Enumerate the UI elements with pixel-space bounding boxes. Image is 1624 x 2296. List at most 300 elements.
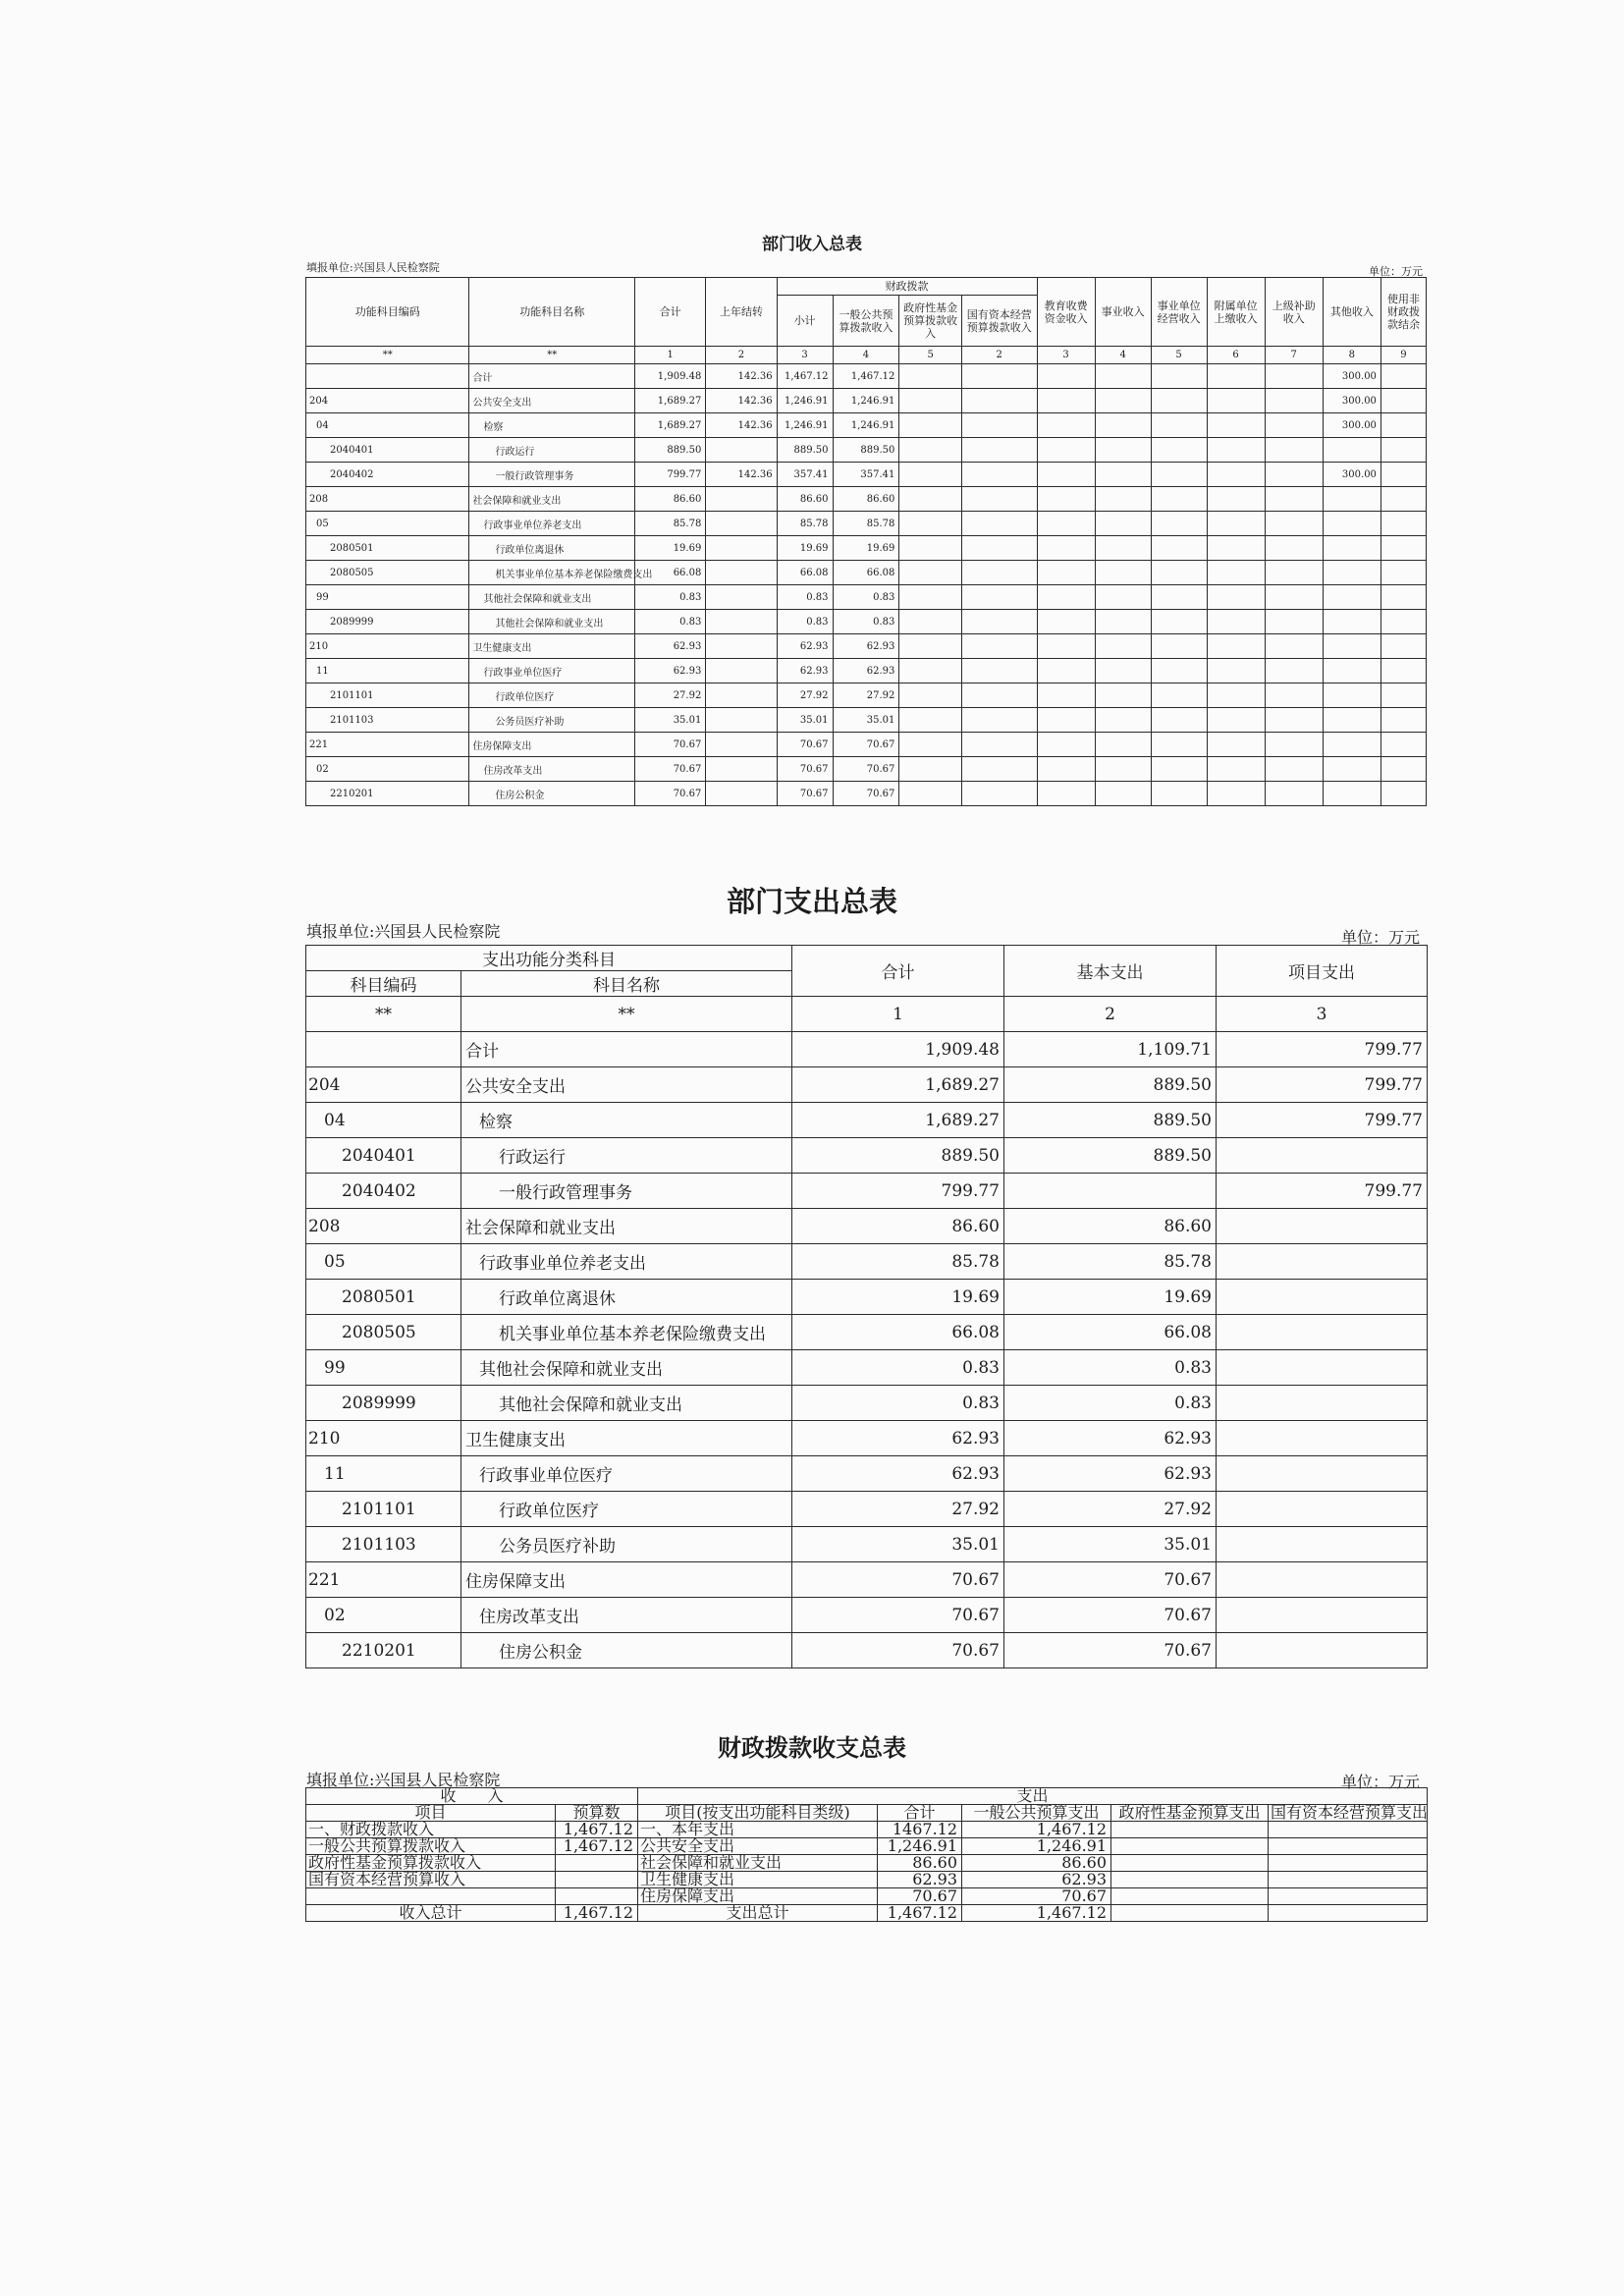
empty-cell [961,364,1037,389]
empty-cell [1095,659,1151,683]
code-cell: 2101103 [306,1527,461,1562]
general-cell: 62.93 [833,634,899,659]
general-cell: 27.92 [833,683,899,708]
empty-cell [1037,733,1095,757]
carryover-cell: 142.36 [706,463,777,487]
code-cell: 210 [306,634,469,659]
empty-cell [899,364,962,389]
empty-cell [961,512,1037,536]
empty-cell [1207,487,1265,512]
name-cell: 行政单位医疗 [469,683,635,708]
name-cell: 住房改革支出 [461,1598,792,1633]
total-cell: 27.92 [635,683,706,708]
basic-cell: 889.50 [1004,1103,1217,1138]
project-cell [1217,1633,1428,1668]
empty-cell [1207,610,1265,634]
empty-cell [1037,487,1095,512]
empty-cell [1037,610,1095,634]
empty-cell [1095,364,1151,389]
code-cell: 2040401 [306,1138,461,1174]
item-cell: 一、财政拨款收入 [306,1822,556,1838]
budget-cell [556,1888,638,1905]
code-cell: 221 [306,1562,461,1598]
col-fiscal-group: 财政拨款 [777,278,1037,296]
basic-cell: 62.93 [1004,1421,1217,1456]
code-cell [306,364,469,389]
total-cell: 0.83 [792,1386,1004,1421]
other-cell [1323,561,1380,585]
table-row [306,1315,1428,1350]
empty-cell [1207,634,1265,659]
col-subsidy: 上级补助收入 [1265,278,1323,347]
empty-cell [899,757,962,782]
basic-cell: 70.67 [1004,1633,1217,1668]
empty-cell [1265,708,1323,733]
basic-cell: 66.08 [1004,1315,1217,1350]
name-cell: 住房改革支出 [469,757,635,782]
project-cell [1217,1456,1428,1492]
table-row [306,413,1427,438]
col-state-capital: 国有资本经营预算支出 [1269,1805,1428,1822]
empty-cell [1095,512,1151,536]
empty-cell [1380,585,1426,610]
table-row [306,536,1427,561]
table-row [306,1456,1428,1492]
empty-cell [1380,487,1426,512]
subtotal-cell: 1,246.91 [777,389,833,413]
empty-cell [899,634,962,659]
empty-cell [1265,683,1323,708]
income-unit: 单位：万元 [1369,265,1423,278]
empty-cell [899,610,962,634]
empty-cell [1037,757,1095,782]
total-cell: 19.69 [635,536,706,561]
exp-item-cell: 卫生健康支出 [638,1872,878,1888]
table-row [306,561,1427,585]
expense-total-value: 1,467.12 [878,1905,962,1922]
empty-cell [1207,463,1265,487]
name-cell: 公务员医疗补助 [461,1527,792,1562]
table-row [306,585,1427,610]
empty-cell [1151,782,1207,806]
empty-cell [1095,438,1151,463]
empty-cell [961,782,1037,806]
empty-cell [961,634,1037,659]
index-cell: ** [306,347,469,364]
total-row [306,1905,1428,1922]
index-cell: 4 [833,347,899,364]
table-row [306,708,1427,733]
empty-cell [1151,708,1207,733]
project-cell [1217,1280,1428,1315]
empty-cell [961,757,1037,782]
empty-cell [1207,659,1265,683]
subtotal-cell: 1,467.12 [777,364,833,389]
empty-cell [1151,610,1207,634]
empty-cell [1207,438,1265,463]
name-cell: 卫生健康支出 [461,1421,792,1456]
table-row [306,1174,1428,1209]
other-cell: 300.00 [1323,463,1380,487]
exp-item-cell: 公共安全支出 [638,1838,878,1855]
general-cell: 70.67 [962,1888,1111,1905]
code-cell: 02 [306,1598,461,1633]
empty-cell [1207,708,1265,733]
empty-cell [1095,733,1151,757]
empty-cell [1095,536,1151,561]
empty-cell [1151,389,1207,413]
basic-cell: 86.60 [1004,1209,1217,1244]
empty-cell [1380,536,1426,561]
project-cell: 799.77 [1217,1067,1428,1103]
code-cell: 05 [306,512,469,536]
empty-cell [1037,438,1095,463]
carryover-cell: 142.36 [706,389,777,413]
carryover-cell [706,585,777,610]
expense-unit-label: 填报单位:兴国县人民检察院 [306,922,501,941]
total-cell: 0.83 [635,585,706,610]
total-cell: 889.50 [635,438,706,463]
code-cell: 2080505 [306,561,469,585]
empty-cell [1265,512,1323,536]
empty-cell [1151,561,1207,585]
table-row [306,1350,1428,1386]
empty-cell [1151,733,1207,757]
total-cell: 1,909.48 [635,364,706,389]
subtotal-cell: 889.50 [777,438,833,463]
name-cell: 其他社会保障和就业支出 [461,1350,792,1386]
col-gov-fund: 政府性基金预算拨款收入 [899,296,962,347]
table-row [306,1209,1428,1244]
basic-cell: 62.93 [1004,1456,1217,1492]
expense-table-title: 部门支出总表 [726,885,897,918]
total-cell: 1467.12 [878,1822,962,1838]
empty-cell [1265,659,1323,683]
general-cell: 66.08 [833,561,899,585]
total-cell: 62.93 [878,1872,962,1888]
name-cell: 行政事业单位养老支出 [469,512,635,536]
code-cell: 2080501 [306,1280,461,1315]
table-row [306,1067,1428,1103]
name-cell: 行政事业单位医疗 [469,659,635,683]
empty-cell [1380,634,1426,659]
empty-cell [899,463,962,487]
empty-cell [1380,782,1426,806]
carryover-cell [706,683,777,708]
empty-cell [1037,561,1095,585]
empty-cell [1269,1888,1428,1905]
project-cell [1217,1350,1428,1386]
item-cell: 政府性基金预算拨款收入 [306,1855,556,1872]
empty-cell [961,413,1037,438]
general-cell: 35.01 [833,708,899,733]
empty-cell [1095,487,1151,512]
subtotal-cell: 62.93 [777,659,833,683]
table-row [306,1872,1428,1888]
table-row [306,1598,1428,1633]
general-cell: 70.67 [833,733,899,757]
expense-total-general: 1,467.12 [962,1905,1111,1922]
empty-cell [1269,1838,1428,1855]
table-row [306,1103,1428,1138]
subtotal-cell: 27.92 [777,683,833,708]
carryover-cell: 142.36 [706,364,777,389]
empty-cell [1111,1838,1269,1855]
total-cell: 66.08 [635,561,706,585]
general-cell: 19.69 [833,536,899,561]
other-cell [1323,536,1380,561]
name-cell: 行政单位离退休 [461,1280,792,1315]
empty-cell [1095,463,1151,487]
empty-cell [1269,1855,1428,1872]
table-row [306,487,1427,512]
name-cell: 其他社会保障和就业支出 [461,1386,792,1421]
table-row [306,1562,1428,1598]
index-cell: ** [306,997,461,1032]
empty-cell [1380,561,1426,585]
basic-cell: 889.50 [1004,1138,1217,1174]
total-cell: 66.08 [792,1315,1004,1350]
code-cell: 2080505 [306,1315,461,1350]
table-row [306,634,1427,659]
general-cell: 1,246.91 [962,1838,1111,1855]
total-cell: 62.93 [792,1421,1004,1456]
basic-cell: 70.67 [1004,1562,1217,1598]
col-edu-fee: 教育收费资金收入 [1037,278,1095,347]
general-cell: 0.83 [833,610,899,634]
income-unit-label: 填报单位:兴国县人民检察院 [306,261,440,274]
name-cell: 行政运行 [469,438,635,463]
code-cell: 2210201 [306,1633,461,1668]
code-cell: 2101101 [306,1492,461,1527]
table-row [306,1822,1428,1838]
name-cell: 公共安全支出 [461,1067,792,1103]
project-cell: 799.77 [1217,1174,1428,1209]
empty-cell [961,683,1037,708]
empty-cell [1037,536,1095,561]
other-cell [1323,659,1380,683]
project-cell [1217,1598,1428,1633]
subtotal-cell: 62.93 [777,634,833,659]
total-cell: 1,689.27 [792,1067,1004,1103]
col-business: 事业收入 [1095,278,1151,347]
empty-cell [1269,1905,1428,1922]
empty-cell [899,561,962,585]
total-cell: 85.78 [792,1244,1004,1280]
general-cell: 62.93 [962,1872,1111,1888]
col-carryover: 上年结转 [706,278,777,347]
total-cell: 35.01 [635,708,706,733]
table-row [306,1855,1428,1872]
empty-cell [1265,438,1323,463]
name-cell: 一般行政管理事务 [469,463,635,487]
empty-cell [899,389,962,413]
empty-cell [899,708,962,733]
general-cell: 1,467.12 [833,364,899,389]
empty-cell [1265,487,1323,512]
col-state-capital: 国有资本经营预算拨款收入 [961,296,1037,347]
total-cell: 70.67 [635,757,706,782]
other-cell [1323,487,1380,512]
table-row [306,512,1427,536]
name-cell: 行政单位医疗 [461,1492,792,1527]
empty-cell [899,585,962,610]
total-cell: 1,689.27 [635,389,706,413]
project-cell [1217,1527,1428,1562]
total-cell: 70.67 [792,1598,1004,1633]
project-cell: 799.77 [1217,1032,1428,1067]
other-cell [1323,438,1380,463]
total-cell: 0.83 [792,1350,1004,1386]
empty-cell [1207,364,1265,389]
empty-cell [1037,683,1095,708]
carryover-cell [706,561,777,585]
name-cell: 住房公积金 [461,1633,792,1668]
empty-cell [1380,733,1426,757]
empty-cell [1037,708,1095,733]
empty-cell [1037,634,1095,659]
general-cell: 86.60 [833,487,899,512]
empty-cell [1380,413,1426,438]
other-cell: 300.00 [1323,364,1380,389]
index-cell: 6 [1207,347,1265,364]
code-cell: 04 [306,413,469,438]
index-cell: 5 [899,347,962,364]
name-cell: 行政运行 [461,1138,792,1174]
table-row [306,463,1427,487]
name-cell: 卫生健康支出 [469,634,635,659]
empty-cell [1111,1905,1269,1922]
project-cell: 799.77 [1217,1103,1428,1138]
name-cell: 公务员医疗补助 [469,708,635,733]
code-cell [306,1032,461,1067]
other-cell [1323,683,1380,708]
empty-cell [1265,364,1323,389]
col-other: 其他收入 [1323,278,1380,347]
total-cell: 799.77 [792,1174,1004,1209]
empty-cell [1265,389,1323,413]
empty-cell [1380,683,1426,708]
empty-cell [1111,1855,1269,1872]
index-row [306,997,1428,1032]
col-budget: 预算数 [556,1805,638,1822]
col-code: 功能科目编码 [306,278,469,347]
other-cell [1323,512,1380,536]
fiscal-unit-label: 填报单位:兴国县人民检察院 [306,1771,501,1789]
col-total: 合计 [635,278,706,347]
empty-cell [1095,708,1151,733]
total-cell: 1,689.27 [635,413,706,438]
general-cell: 85.78 [833,512,899,536]
empty-cell [961,463,1037,487]
other-cell [1323,708,1380,733]
empty-cell [1037,782,1095,806]
table-row [306,1032,1428,1067]
code-cell: 208 [306,1209,461,1244]
total-cell: 70.67 [635,733,706,757]
total-cell: 62.93 [635,634,706,659]
empty-cell [961,659,1037,683]
carryover-cell [706,512,777,536]
carryover-cell [706,634,777,659]
empty-cell [1151,757,1207,782]
subtotal-cell: 0.83 [777,610,833,634]
empty-cell [1269,1872,1428,1888]
table-row [306,438,1427,463]
table-row [306,683,1427,708]
empty-cell [899,683,962,708]
empty-cell [1265,610,1323,634]
index-cell: 8 [1323,347,1380,364]
name-cell: 检察 [469,413,635,438]
table-row [306,1138,1428,1174]
carryover-cell [706,782,777,806]
empty-cell [1265,757,1323,782]
income-total-value: 1,467.12 [556,1905,638,1922]
basic-cell: 889.50 [1004,1067,1217,1103]
empty-cell [1095,683,1151,708]
empty-cell [1037,413,1095,438]
empty-cell [899,536,962,561]
name-cell: 住房公积金 [469,782,635,806]
project-cell [1217,1315,1428,1350]
subtotal-cell: 35.01 [777,708,833,733]
other-cell [1323,634,1380,659]
total-cell: 1,909.48 [792,1032,1004,1067]
table-row [306,1838,1428,1855]
col-expense-group: 支出 [638,1788,1428,1805]
general-cell: 62.93 [833,659,899,683]
empty-cell [1207,536,1265,561]
code-cell: 04 [306,1103,461,1138]
empty-cell [961,487,1037,512]
index-cell: ** [461,997,792,1032]
empty-cell [961,438,1037,463]
project-cell [1217,1386,1428,1421]
general-cell: 70.67 [833,757,899,782]
subtotal-cell: 86.60 [777,487,833,512]
name-cell: 社会保障和就业支出 [469,487,635,512]
col-general: 一般公共预算拨款收入 [833,296,899,347]
code-cell: 2040402 [306,1174,461,1209]
general-cell: 0.83 [833,585,899,610]
empty-cell [899,438,962,463]
code-cell: 2089999 [306,1386,461,1421]
index-cell: 3 [777,347,833,364]
income-table-title: 部门收入总表 [762,235,862,254]
total-cell: 62.93 [792,1456,1004,1492]
basic-cell: 27.92 [1004,1492,1217,1527]
empty-cell [1151,487,1207,512]
empty-cell [1095,782,1151,806]
table-row [306,733,1427,757]
other-cell [1323,782,1380,806]
empty-cell [1151,634,1207,659]
empty-cell [1037,585,1095,610]
empty-cell [899,782,962,806]
general-cell: 1,246.91 [833,413,899,438]
basic-cell: 19.69 [1004,1280,1217,1315]
basic-cell: 70.67 [1004,1598,1217,1633]
total-cell: 70.67 [792,1633,1004,1668]
carryover-cell [706,659,777,683]
total-cell: 0.83 [635,610,706,634]
budget-cell [556,1855,638,1872]
col-group: 支出功能分类科目 [306,946,792,971]
basic-cell: 0.83 [1004,1350,1217,1386]
empty-cell [1095,561,1151,585]
empty-cell [1265,585,1323,610]
